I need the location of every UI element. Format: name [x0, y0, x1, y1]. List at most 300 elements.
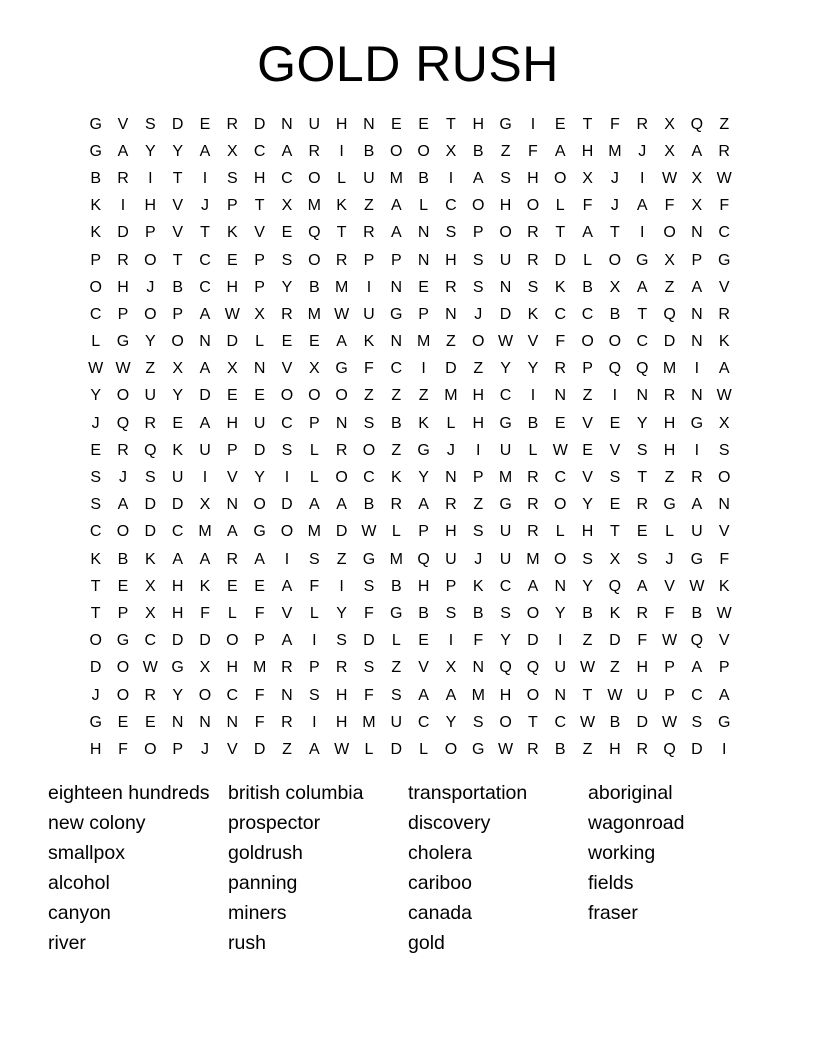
grid-letter: Z	[364, 197, 374, 215]
grid-letter: M	[498, 469, 513, 487]
grid-letter: L	[555, 523, 565, 541]
grid-letter: R	[527, 251, 539, 269]
grid-letter: H	[499, 197, 512, 215]
grid-letter: O	[608, 251, 622, 269]
grid-letter: A	[390, 224, 402, 242]
grid-letter: H	[445, 523, 457, 541]
grid-letter: F	[254, 686, 265, 704]
grid-letter: Y	[281, 278, 293, 296]
grid-letter: D	[89, 659, 102, 677]
grid-letter: R	[363, 224, 375, 242]
grid-letter: X	[199, 659, 211, 677]
grid-letter: D	[171, 496, 184, 514]
grid-letter: J	[474, 305, 483, 323]
grid-row	[82, 247, 738, 274]
grid-letter: E	[390, 115, 402, 133]
grid-letter: U	[308, 115, 321, 133]
grid-letter: S	[390, 686, 402, 704]
grid-letter: X	[609, 278, 621, 296]
grid-letter: P	[664, 659, 675, 677]
word-bank	[48, 778, 788, 958]
grid-letter: K	[90, 224, 101, 242]
grid-letter: G	[116, 333, 130, 351]
grid-letter: Z	[446, 333, 456, 351]
grid-letter: C	[89, 305, 102, 323]
grid-letter: G	[472, 740, 485, 758]
grid-letter: G	[663, 496, 676, 514]
grid-letter: U	[636, 686, 648, 704]
grid-letter: V	[418, 659, 429, 677]
grid-letter: N	[390, 278, 403, 296]
grid-letter: G	[690, 550, 704, 568]
grid-letter: C	[499, 577, 512, 595]
grid-letter: X	[445, 659, 457, 677]
grid-letter: T	[200, 224, 210, 242]
grid-letter: V	[117, 115, 129, 133]
grid-letter: R	[281, 713, 293, 731]
grid-letter: T	[336, 224, 347, 242]
grid-letter: H	[335, 713, 348, 731]
grid-letter: N	[554, 577, 567, 595]
grid-letter: J	[118, 469, 127, 487]
grid-letter: S	[363, 577, 375, 595]
grid-letter: N	[554, 387, 567, 405]
grid-letter: C	[199, 251, 211, 269]
grid-letter: I	[448, 632, 454, 650]
grid-letter: C	[281, 169, 293, 187]
grid-letter: W	[716, 604, 732, 622]
grid-letter: R	[308, 142, 321, 160]
grid-letter: K	[554, 278, 566, 296]
grid-letter: I	[339, 142, 344, 160]
grid-letter: B	[609, 713, 621, 731]
grid-letter: O	[116, 686, 130, 704]
grid-letter: H	[253, 169, 266, 187]
grid-letter: E	[554, 414, 566, 432]
grid-letter: X	[281, 197, 293, 215]
grid-letter: X	[582, 169, 593, 187]
grid-row	[82, 138, 738, 165]
grid-letter: K	[90, 197, 101, 215]
grid-row	[82, 600, 738, 627]
grid-letter: N	[281, 115, 293, 133]
grid-letter: S	[445, 224, 457, 242]
grid-letter: U	[363, 305, 375, 323]
grid-letter: S	[500, 169, 511, 187]
grid-letter: D	[609, 632, 621, 650]
grid-letter: L	[391, 523, 401, 541]
grid-letter: A	[226, 523, 238, 541]
grid-letter: T	[90, 604, 101, 622]
grid-letter: M	[662, 360, 677, 378]
grid-letter: O	[362, 441, 376, 459]
grid-letter: D	[253, 115, 266, 133]
grid-letter: Y	[172, 142, 183, 160]
grid-letter: E	[418, 632, 429, 650]
grid-letter: R	[527, 469, 539, 487]
grid-letter: I	[694, 360, 700, 378]
grid-letter: W	[580, 659, 596, 677]
grid-letter: J	[91, 686, 100, 704]
grid-letter: Y	[336, 604, 347, 622]
grid-letter: B	[554, 740, 566, 758]
grid-letter: E	[636, 523, 648, 541]
grid-letter: L	[391, 632, 401, 650]
grid-letter: S	[472, 278, 484, 296]
grid-letter: L	[309, 441, 319, 459]
grid-letter: O	[472, 197, 485, 215]
grid-letter: O	[89, 632, 102, 650]
grid-letter: U	[144, 387, 157, 405]
grid-letter: F	[200, 604, 210, 622]
grid-letter: E	[199, 115, 211, 133]
grid-letter: R	[636, 604, 648, 622]
grid-letter: C	[499, 387, 512, 405]
grid-letter: O	[308, 387, 321, 405]
grid-letter: E	[554, 115, 566, 133]
grid-letter: B	[691, 604, 703, 622]
word-list-item: alcohol	[48, 872, 110, 894]
grid-letter: O	[444, 740, 458, 758]
grid-letter: C	[445, 197, 457, 215]
grid-letter: L	[446, 414, 456, 432]
word-column	[408, 778, 588, 958]
grid-letter: M	[526, 550, 540, 568]
grid-letter: D	[226, 333, 239, 351]
grid-letter: W	[361, 523, 377, 541]
grid-letter: H	[472, 414, 485, 432]
grid-letter: W	[334, 740, 350, 758]
grid-letter: S	[527, 278, 539, 296]
grid-letter: S	[445, 604, 457, 622]
grid-letter: Y	[172, 686, 183, 704]
grid-row	[82, 546, 738, 573]
grid-letter: S	[281, 251, 293, 269]
grid-letter: V	[609, 441, 621, 459]
grid-letter: X	[172, 360, 183, 378]
grid-letter: B	[609, 305, 621, 323]
grid-letter: Y	[418, 469, 429, 487]
grid-letter: H	[472, 115, 485, 133]
grid-letter: E	[254, 387, 265, 405]
grid-letter: A	[418, 496, 429, 514]
grid-letter: I	[366, 278, 372, 296]
grid-letter: I	[202, 469, 208, 487]
grid-letter: Q	[144, 441, 157, 459]
grid-letter: E	[308, 333, 320, 351]
grid-letter: P	[117, 305, 129, 323]
grid-letter: S	[500, 604, 511, 622]
grid-letter: C	[554, 469, 567, 487]
grid-letter: S	[336, 632, 347, 650]
grid-letter: A	[554, 142, 566, 160]
grid-letter: W	[498, 740, 514, 758]
grid-letter: P	[308, 414, 320, 432]
grid-row	[82, 628, 738, 655]
grid-letter: A	[718, 686, 730, 704]
grid-letter: P	[172, 305, 183, 323]
grid-letter: V	[172, 197, 183, 215]
grid-letter: G	[362, 550, 376, 568]
grid-letter: S	[609, 469, 621, 487]
grid-letter: G	[89, 713, 102, 731]
grid-letter: B	[418, 169, 429, 187]
grid-letter: B	[117, 550, 129, 568]
grid-letter: V	[718, 523, 730, 541]
grid-letter: A	[199, 360, 211, 378]
grid-letter: N	[554, 686, 567, 704]
grid-letter: W	[662, 632, 678, 650]
grid-letter: D	[281, 496, 293, 514]
grid-letter: W	[716, 387, 732, 405]
grid-letter: K	[527, 305, 539, 323]
grid-letter: M	[389, 169, 403, 187]
grid-letter: B	[308, 278, 320, 296]
grid-letter: T	[528, 713, 538, 731]
grid-letter: O	[89, 278, 102, 296]
grid-letter: Y	[144, 142, 156, 160]
grid-letter: G	[636, 251, 649, 269]
grid-letter: A	[281, 577, 293, 595]
grid-letter: I	[284, 469, 290, 487]
grid-letter: D	[445, 360, 457, 378]
grid-row	[82, 709, 738, 736]
grid-letter: H	[335, 115, 348, 133]
grid-letter: Y	[554, 604, 566, 622]
grid-letter: A	[199, 305, 211, 323]
grid-letter: J	[474, 550, 483, 568]
grid-letter: G	[335, 360, 348, 378]
grid-letter: D	[499, 305, 512, 323]
grid-letter: L	[309, 469, 319, 487]
grid-letter: O	[581, 333, 594, 351]
grid-letter: R	[335, 659, 348, 677]
grid-letter: Q	[636, 360, 649, 378]
grid-letter: F	[309, 577, 320, 595]
grid-letter: O	[253, 496, 266, 514]
grid-letter: K	[472, 577, 484, 595]
grid-letter: S	[472, 523, 484, 541]
grid-letter: O	[198, 686, 212, 704]
grid-letter: V	[254, 224, 265, 242]
grid-row	[82, 464, 738, 491]
grid-letter: B	[363, 496, 375, 514]
grid-letter: O	[116, 659, 130, 677]
grid-letter: Z	[582, 740, 593, 758]
word-list-item: cholera	[408, 842, 472, 864]
grid-letter: U	[499, 251, 512, 269]
grid-letter: U	[363, 169, 375, 187]
grid-letter: B	[418, 604, 429, 622]
grid-row	[82, 111, 738, 138]
grid-letter: M	[416, 333, 431, 351]
grid-letter: Q	[608, 577, 622, 595]
grid-letter: B	[363, 142, 375, 160]
grid-letter: H	[581, 142, 594, 160]
grid-letter: R	[527, 740, 539, 758]
grid-letter: X	[718, 414, 730, 432]
word-list-item: goldrush	[228, 842, 303, 864]
letter-grid	[82, 111, 738, 764]
grid-letter: I	[312, 713, 317, 731]
grid-row	[82, 383, 738, 410]
grid-letter: U	[554, 659, 567, 677]
word-list-item: wagonroad	[588, 812, 685, 834]
grid-letter: A	[199, 414, 211, 432]
grid-letter: F	[118, 740, 128, 758]
grid-letter: W	[552, 441, 568, 459]
grid-letter: R	[445, 278, 457, 296]
grid-letter: O	[663, 224, 676, 242]
grid-letter: P	[691, 251, 703, 269]
grid-letter: E	[418, 115, 429, 133]
grid-letter: N	[445, 469, 457, 487]
grid-letter: R	[226, 550, 239, 568]
grid-letter: A	[336, 496, 347, 514]
grid-letter: N	[335, 414, 348, 432]
grid-letter: Y	[500, 360, 511, 378]
grid-letter: G	[89, 115, 102, 133]
grid-letter: S	[363, 659, 375, 677]
grid-letter: I	[612, 387, 618, 405]
grid-letter: U	[499, 550, 512, 568]
grid-letter: N	[718, 496, 730, 514]
grid-letter: O	[171, 333, 184, 351]
grid-row	[82, 437, 738, 464]
grid-letter: B	[472, 142, 484, 160]
grid-letter: W	[334, 305, 350, 323]
grid-letter: Q	[417, 550, 430, 568]
grid-letter: N	[226, 496, 239, 514]
grid-letter: X	[144, 604, 156, 622]
grid-letter: J	[610, 197, 619, 215]
grid-letter: K	[418, 414, 429, 432]
grid-letter: M	[307, 197, 321, 215]
grid-letter: R	[636, 115, 648, 133]
grid-letter: U	[390, 713, 403, 731]
grid-row	[82, 329, 738, 356]
grid-letter: N	[253, 360, 266, 378]
grid-letter: V	[172, 224, 183, 242]
grid-letter: P	[117, 604, 129, 622]
grid-letter: W	[689, 577, 705, 595]
grid-letter: K	[363, 333, 375, 351]
grid-letter: X	[691, 197, 703, 215]
grid-letter: A	[418, 686, 429, 704]
grid-letter: T	[254, 197, 265, 215]
grid-letter: X	[445, 142, 457, 160]
grid-row	[82, 410, 738, 437]
grid-letter: N	[691, 305, 703, 323]
grid-letter: D	[554, 251, 567, 269]
grid-letter: J	[638, 142, 647, 160]
grid-letter: P	[172, 740, 183, 758]
grid-letter: L	[665, 523, 674, 541]
grid-letter: O	[280, 387, 294, 405]
grid-letter: O	[554, 169, 567, 187]
grid-letter: I	[202, 169, 208, 187]
grid-letter: L	[364, 740, 374, 758]
grid-letter: J	[146, 278, 155, 296]
grid-letter: Q	[663, 305, 676, 323]
grid-letter: O	[390, 142, 403, 160]
grid-letter: H	[226, 414, 239, 432]
grid-letter: Z	[473, 496, 484, 514]
grid-letter: G	[499, 496, 512, 514]
grid-letter: K	[609, 604, 621, 622]
grid-letter: Y	[527, 360, 539, 378]
grid-letter: S	[363, 414, 375, 432]
grid-letter: N	[363, 115, 375, 133]
word-column	[588, 778, 768, 958]
grid-letter: E	[226, 251, 238, 269]
grid-letter: P	[308, 659, 320, 677]
grid-letter: S	[582, 550, 593, 568]
grid-letter: Z	[418, 387, 429, 405]
grid-letter: S	[144, 115, 156, 133]
grid-letter: D	[691, 740, 703, 758]
grid-letter: N	[171, 713, 184, 731]
grid-letter: I	[530, 115, 536, 133]
grid-letter: H	[472, 387, 485, 405]
grid-letter: J	[91, 414, 100, 432]
grid-letter: S	[144, 469, 156, 487]
grid-letter: L	[337, 169, 347, 187]
grid-letter: K	[336, 197, 347, 215]
grid-letter: E	[254, 577, 265, 595]
grid-letter: X	[199, 496, 211, 514]
grid-letter: C	[199, 278, 211, 296]
grid-letter: G	[499, 115, 512, 133]
grid-letter: W	[142, 659, 158, 677]
grid-letter: O	[499, 713, 512, 731]
grid-letter: A	[254, 550, 265, 568]
grid-letter: B	[172, 278, 183, 296]
grid-letter: M	[307, 305, 321, 323]
grid-letter: D	[171, 632, 184, 650]
grid-letter: J	[665, 550, 674, 568]
grid-letter: K	[199, 577, 211, 595]
grid-letter: P	[254, 251, 265, 269]
grid-letter: P	[363, 251, 375, 269]
grid-letter: A	[691, 496, 703, 514]
grid-letter: F	[254, 604, 265, 622]
grid-letter: V	[527, 333, 539, 351]
grid-letter: P	[472, 224, 484, 242]
grid-letter: U	[199, 441, 211, 459]
grid-letter: A	[691, 278, 703, 296]
grid-letter: T	[555, 224, 566, 242]
grid-letter: I	[721, 740, 727, 758]
grid-letter: A	[308, 740, 320, 758]
grid-letter: B	[527, 414, 539, 432]
word-list-item: working	[588, 842, 656, 864]
grid-row	[82, 736, 738, 763]
grid-letter: E	[226, 387, 238, 405]
grid-row	[82, 519, 738, 546]
grid-letter: C	[417, 713, 430, 731]
grid-letter: O	[526, 604, 540, 622]
grid-letter: R	[691, 469, 703, 487]
grid-letter: L	[91, 333, 101, 351]
grid-letter: P	[226, 441, 238, 459]
grid-letter: E	[582, 441, 593, 459]
grid-letter: R	[281, 305, 293, 323]
grid-letter: Y	[582, 577, 593, 595]
word-list-item: prospector	[228, 812, 321, 834]
grid-letter: Z	[145, 360, 156, 378]
grid-letter: J	[446, 441, 455, 459]
